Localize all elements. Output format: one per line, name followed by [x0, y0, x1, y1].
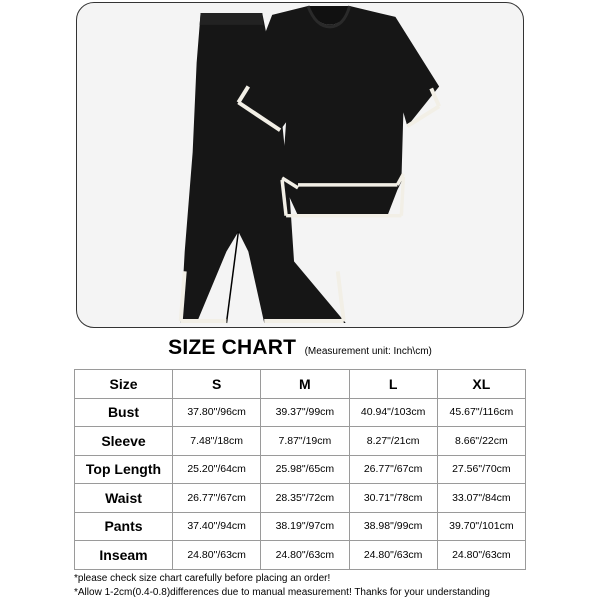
- table-cell: 38.19"/97cm: [261, 512, 349, 541]
- measurement-unit-note: (Measurement unit: Inch\cm): [304, 346, 432, 357]
- table-cell: 7.87"/19cm: [261, 427, 349, 456]
- table-cell: 39.37"/99cm: [261, 398, 349, 427]
- table-cell: 24.80"/63cm: [437, 541, 525, 570]
- row-label-waist: Waist: [75, 484, 173, 513]
- table-cell: 25.98"/65cm: [261, 455, 349, 484]
- page-title: SIZE CHART: [168, 336, 297, 359]
- row-label-sleeve: Sleeve: [75, 427, 173, 456]
- header-s: S: [173, 370, 261, 399]
- table-cell: 39.70"/101cm: [437, 512, 525, 541]
- table-row: [75, 398, 526, 427]
- table-header-row: [75, 370, 526, 399]
- table-row: [75, 512, 526, 541]
- table-cell: 8.27"/21cm: [349, 427, 437, 456]
- table-cell: 38.98"/99cm: [349, 512, 437, 541]
- row-label-pants: Pants: [75, 512, 173, 541]
- table-cell: 45.67"/116cm: [437, 398, 525, 427]
- footnote-check-chart: *please check size chart carefully before placing an order!: [74, 573, 331, 584]
- footnotes: [74, 572, 594, 600]
- row-label-inseam: Inseam: [75, 541, 173, 570]
- footnote-allowance: *Allow 1-2cm(0.4-0.8)differences due to manual measurement! Thanks for your understanding: [74, 587, 490, 598]
- header-xl: XL: [437, 370, 525, 399]
- table-cell: 7.48"/18cm: [173, 427, 261, 456]
- table-cell: 27.56"/70cm: [437, 455, 525, 484]
- table-cell: 24.80"/63cm: [349, 541, 437, 570]
- table-cell: 24.80"/63cm: [261, 541, 349, 570]
- size-chart-heading: [0, 336, 600, 360]
- table-row: [75, 541, 526, 570]
- table-cell: 26.77"/67cm: [349, 455, 437, 484]
- table-cell: 24.80"/63cm: [173, 541, 261, 570]
- size-chart-table: [74, 369, 526, 570]
- table-cell: 8.66"/22cm: [437, 427, 525, 456]
- table-cell: 37.40"/94cm: [173, 512, 261, 541]
- table-cell: 33.07"/84cm: [437, 484, 525, 513]
- table-cell: 40.94"/103cm: [349, 398, 437, 427]
- table-cell: 37.80"/96cm: [173, 398, 261, 427]
- header-m: M: [261, 370, 349, 399]
- table-cell: 30.71"/78cm: [349, 484, 437, 513]
- product-photo: [76, 2, 524, 328]
- table-cell: 28.35"/72cm: [261, 484, 349, 513]
- table-cell: 26.77"/67cm: [173, 484, 261, 513]
- table-cell: 25.20"/64cm: [173, 455, 261, 484]
- row-label-top-length: Top Length: [75, 455, 173, 484]
- row-label-bust: Bust: [75, 398, 173, 427]
- outfit-illustration: [77, 3, 523, 327]
- header-l: L: [349, 370, 437, 399]
- header-size: Size: [75, 370, 173, 399]
- table-row: [75, 455, 526, 484]
- table-row: [75, 427, 526, 456]
- table-row: [75, 484, 526, 513]
